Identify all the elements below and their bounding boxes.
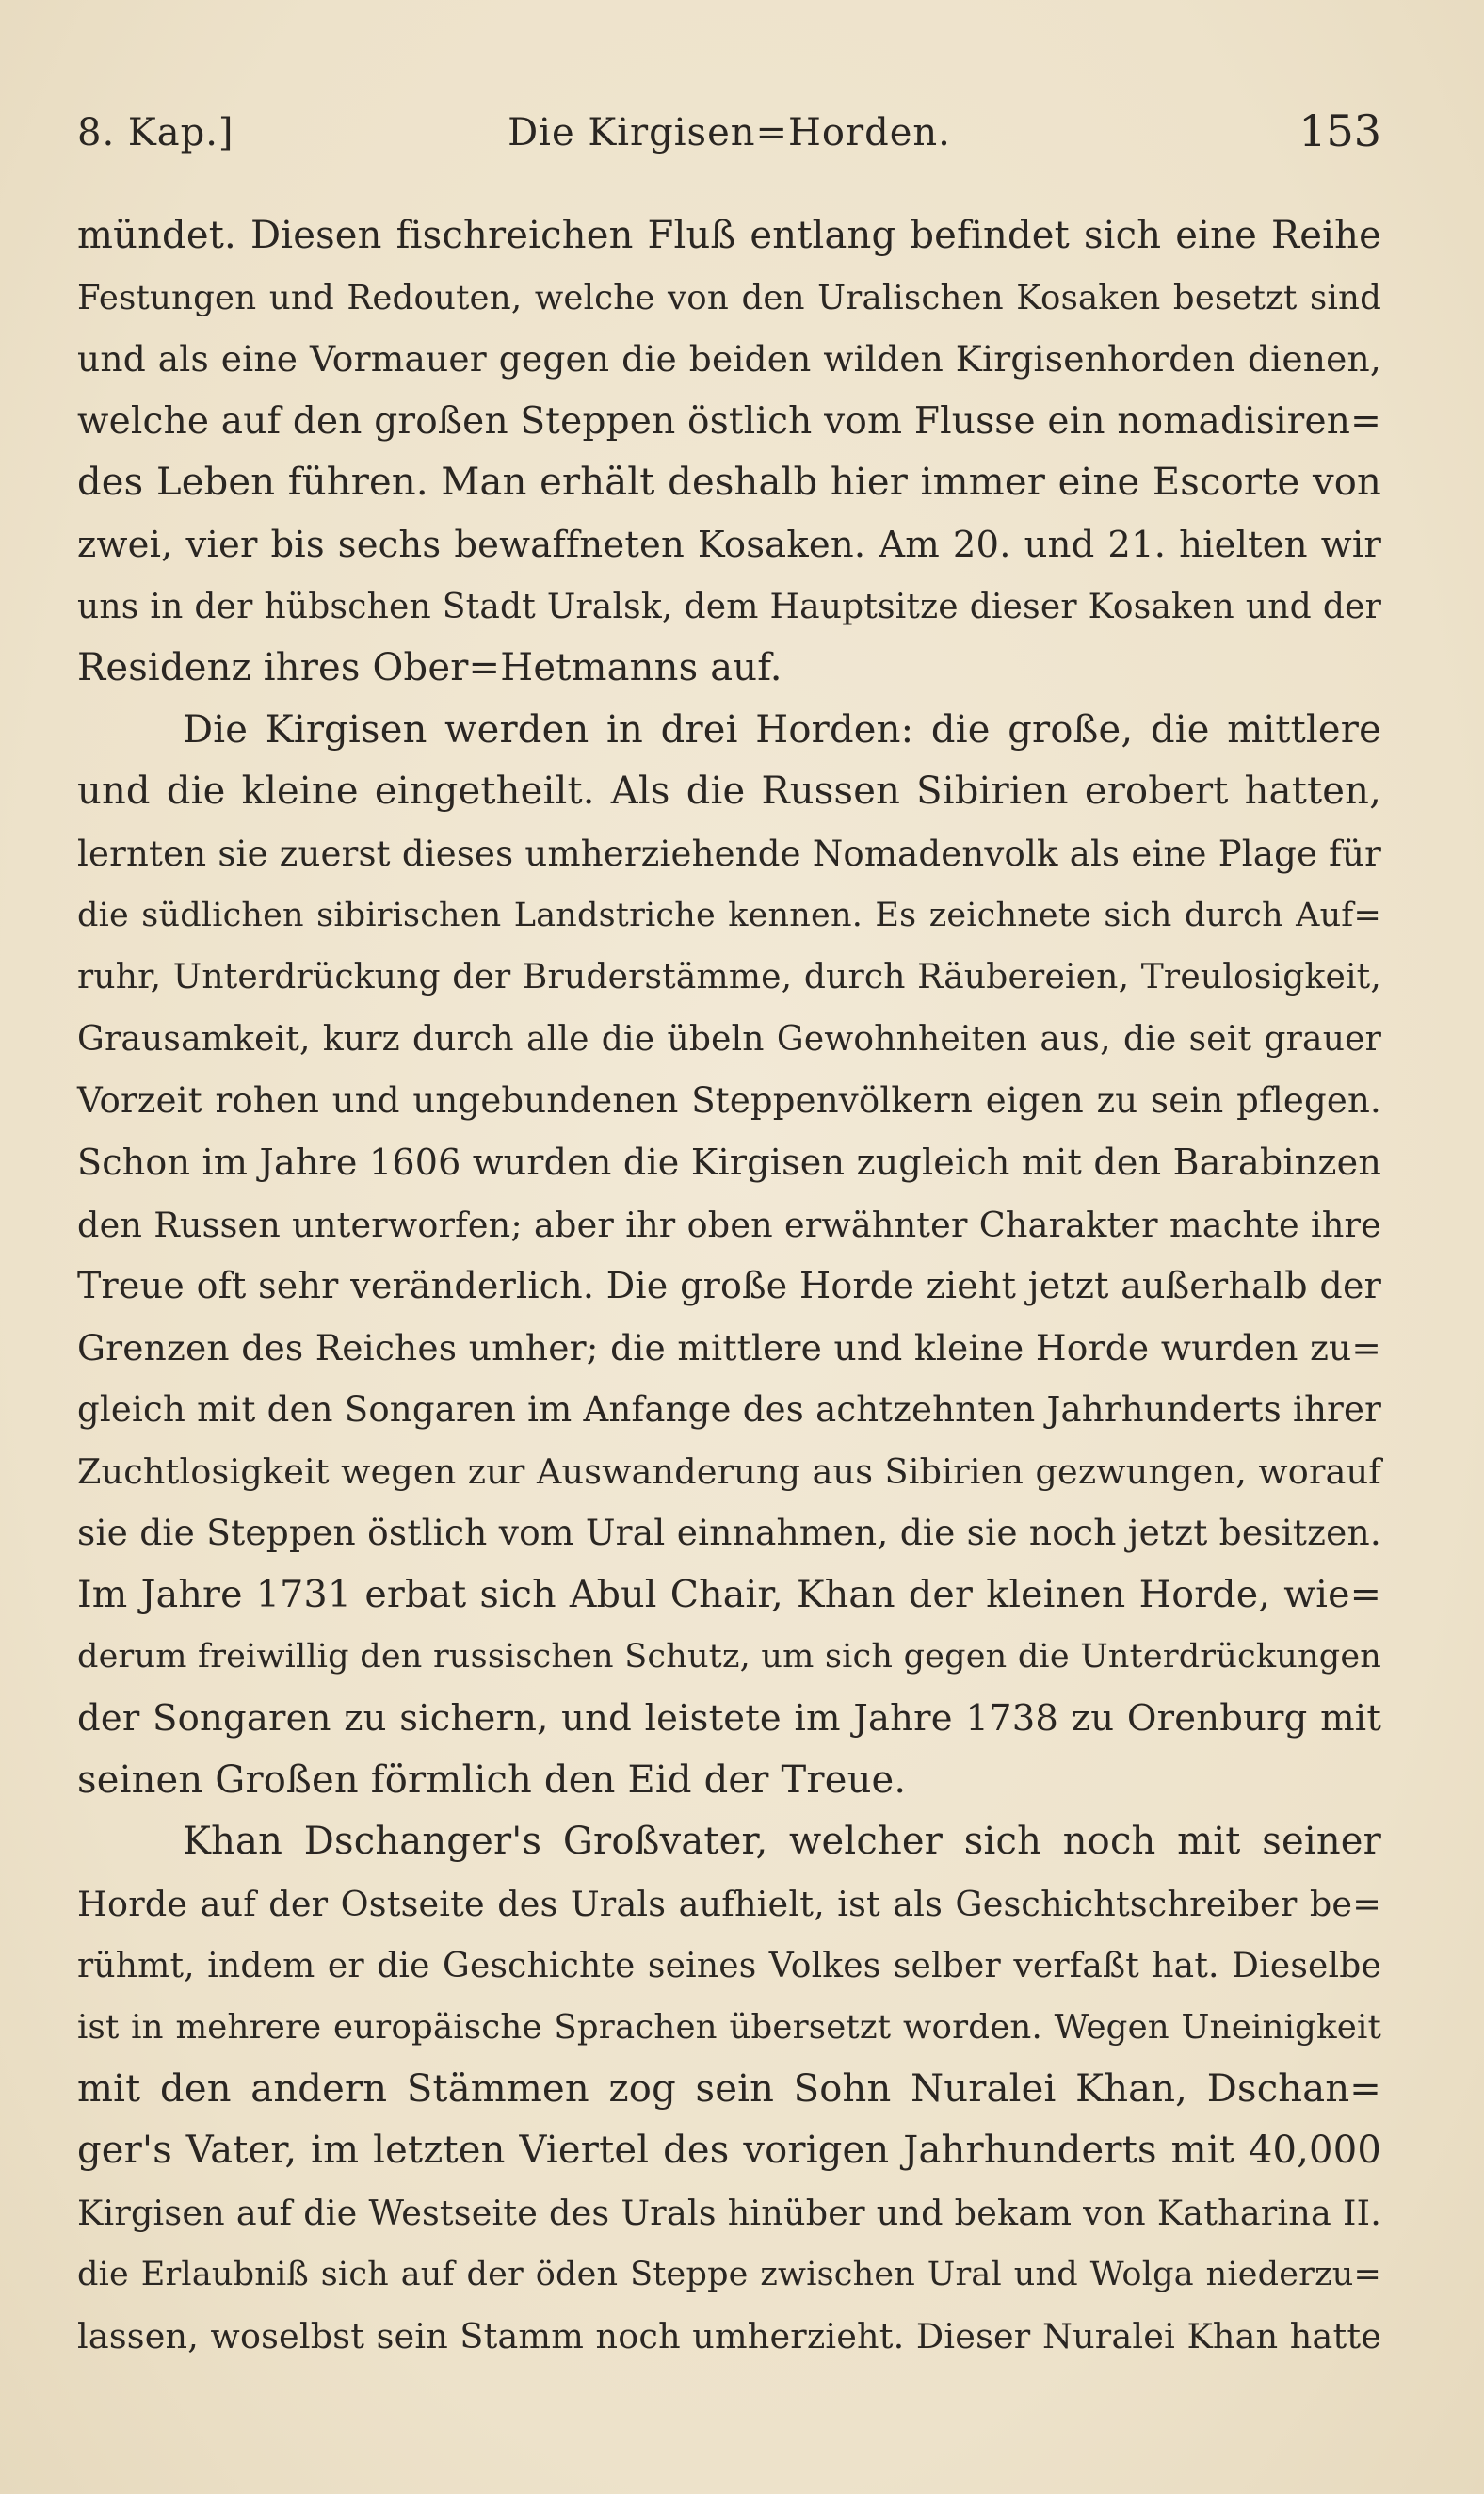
text-line: Im Jahre 1731 erbat sich Abul Chair, Khan der kleinen Horde, wie= bbox=[77, 1573, 1381, 1617]
text-line: Grenzen des Reiches umher; die mittlere und kleine Horde wurden zu= bbox=[77, 1326, 1381, 1368]
text-line: die Erlaubniß sich auf der öden Steppe zwischen Ural und Wolga niederzu= bbox=[77, 2255, 1381, 2293]
text-line: ruhr, Unterdrückung der Bruderstämme, durch Räubereien, Treulosigkeit, bbox=[77, 958, 1381, 997]
paragraph-1 bbox=[77, 205, 1381, 700]
text-line: Horde auf der Ostseite des Urals aufhielt, ist als Geschichtschreiber be= bbox=[77, 1884, 1381, 1925]
paragraph-3 bbox=[77, 1811, 1381, 2367]
text-line: rühmt, indem er die Geschichte seines Volkes selber verfaßt hat. Dieselbe bbox=[77, 1946, 1381, 1985]
text-line: Festungen und Redouten, welche von den Uralischen Kosaken besetzt sind bbox=[77, 278, 1381, 317]
text-line: Schon im Jahre 1606 wurden die Kirgisen zugleich mit den Barabinzen bbox=[77, 1141, 1381, 1183]
text-line: Zuchtlosigkeit wegen zur Auswanderung aus Sibirien gezwungen, worauf bbox=[77, 1450, 1381, 1492]
text-line: zwei, vier bis sechs bewaffneten Kosaken. Am 20. und 21. hielten wir bbox=[77, 523, 1381, 566]
text-line: mit den andern Stämmen zog sein Sohn Nuralei Khan, Dschan= bbox=[77, 2066, 1381, 2111]
text-line: ist in mehrere europäische Sprachen übersetzt worden. Wegen Uneinigkeit bbox=[77, 2008, 1381, 2048]
running-head bbox=[77, 104, 1381, 160]
text-line: uns in der hübschen Stadt Uralsk, dem Hauptsitze dieser Kosaken und der bbox=[77, 587, 1381, 626]
text-line: seinen Großen förmlich den Eid der Treue. bbox=[77, 1757, 907, 1802]
text-line: Treue oft sehr veränderlich. Die große Horde zieht jetzt außerhalb der bbox=[77, 1265, 1381, 1307]
text-line: und die kleine eingetheilt. Als die Russen Sibirien erobert hatten, bbox=[77, 769, 1381, 814]
text-line: Khan Dschanger's Großvater, welcher sich noch mit seiner bbox=[183, 1820, 1381, 1864]
body-text bbox=[77, 205, 1381, 2368]
running-title: Die Kirgisen=Horden. bbox=[508, 111, 951, 154]
text-line: sie die Steppen östlich vom Ural einnahmen, die sie noch jetzt besitzen. bbox=[77, 1512, 1381, 1554]
text-line: Vorzeit rohen und ungebundenen Steppenvölkern eigen zu sein pflegen. bbox=[77, 1080, 1381, 1122]
text-line: die südlichen sibirischen Landstriche kennen. Es zeichnete sich durch Auf= bbox=[77, 896, 1381, 934]
text-line: derum freiwillig den russischen Schutz, um sich gegen die Unterdrückungen bbox=[77, 1637, 1381, 1676]
page-number: 153 bbox=[1298, 105, 1381, 156]
text-line: lassen, woselbst sein Stamm noch umherzieht. Dieser Nuralei Khan hatte bbox=[77, 2316, 1381, 2357]
text-line: lernten sie zuerst dieses umherziehende Nomadenvolk als eine Plage für bbox=[77, 833, 1381, 874]
chapter-reference: 8. Kap.] bbox=[77, 111, 234, 154]
text-line: der Songaren zu sichern, und leistete im Jahre 1738 zu Orenburg mit bbox=[77, 1697, 1381, 1741]
text-line: gleich mit den Songaren im Anfange des achtzehnten Jahrhunderts ihrer bbox=[77, 1389, 1381, 1431]
paragraph-2 bbox=[77, 700, 1381, 1812]
text-line: Grausamkeit, kurz durch alle die übeln Gewohnheiten aus, die seit grauer bbox=[77, 1019, 1381, 1059]
text-line: welche auf den großen Steppen östlich vom Flusse ein nomadisiren= bbox=[77, 399, 1381, 443]
text-line: Die Kirgisen werden in drei Horden: die große, die mittlere bbox=[183, 707, 1381, 752]
text-line: mündet. Diesen fischreichen Fluß entlang befindet sich eine Reihe bbox=[77, 214, 1381, 257]
text-line: und als eine Vormauer gegen die beiden wilden Kirgisenhorden dienen, bbox=[77, 338, 1381, 381]
text-line: des Leben führen. Man erhält deshalb hier immer eine Escorte von bbox=[77, 461, 1381, 505]
text-line: den Russen unterworfen; aber ihr oben erwähnter Charakter machte ihre bbox=[77, 1204, 1381, 1245]
text-line: ger's Vater, im letzten Viertel des vorigen Jahrhunderts mit 40,000 bbox=[77, 2129, 1381, 2173]
text-line: Kirgisen auf die Westseite des Urals hinüber und bekam von Katharina II. bbox=[77, 2193, 1381, 2233]
text-line: Residenz ihres Ober=Hetmanns auf. bbox=[77, 646, 782, 690]
